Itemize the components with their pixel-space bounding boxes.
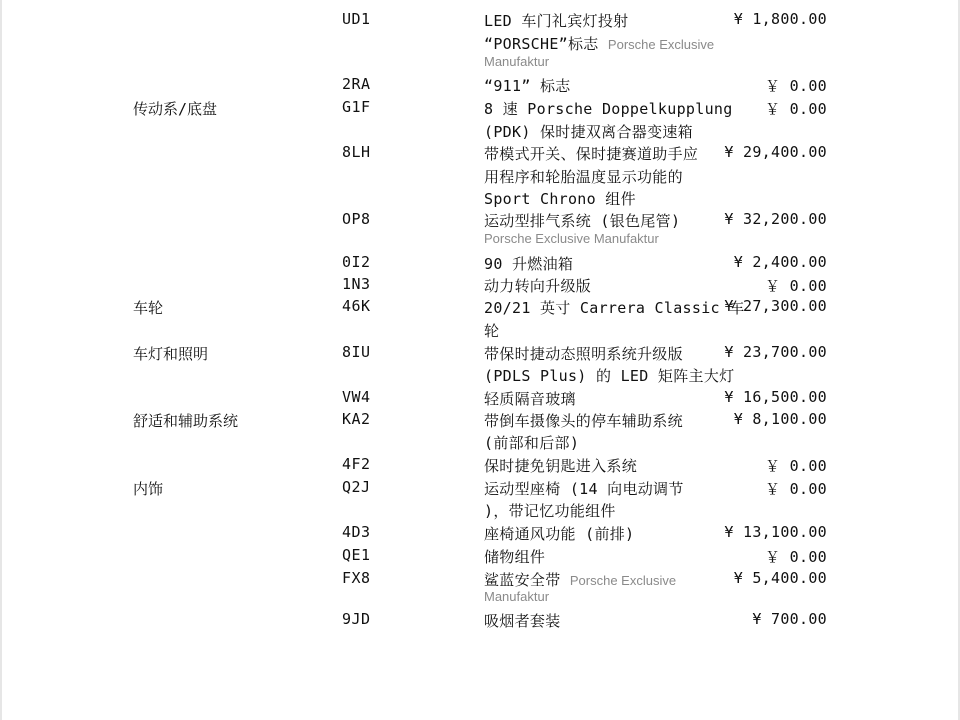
option-code: 2RA — [342, 75, 371, 93]
option-price: ￥ 0.00 — [765, 100, 827, 118]
option-row — [0, 75, 960, 97]
option-code: KA2 — [342, 410, 371, 428]
option-row — [0, 33, 960, 55]
option-row-continuation — [0, 121, 960, 143]
option-row-continuation — [0, 320, 960, 342]
option-price: ¥ 8,100.00 — [733, 410, 827, 428]
category-label: 传动系/底盘 — [133, 100, 218, 118]
exclusive-manufaktur-note: Manufaktur — [484, 54, 550, 69]
option-description-text: 鲨蓝安全带 — [484, 571, 561, 589]
option-row — [0, 98, 960, 120]
option-price: ¥ 29,400.00 — [724, 143, 827, 161]
option-description: 运动型排气系统 (银色尾管) — [484, 212, 681, 230]
option-price: ¥ 2,400.00 — [733, 253, 827, 271]
option-description — [484, 33, 714, 54]
category-label: 舒适和辅助系统 — [133, 412, 239, 430]
option-code: 0I2 — [342, 253, 371, 271]
option-description: 带保时捷动态照明系统升级版 — [484, 345, 683, 363]
option-code: 4F2 — [342, 455, 371, 473]
option-row — [0, 455, 960, 477]
option-price: ￥ 0.00 — [765, 480, 827, 498]
option-row — [0, 523, 960, 545]
option-row — [0, 143, 960, 165]
option-code: 8IU — [342, 343, 371, 361]
option-description: 带倒车摄像头的停车辅助系统 — [484, 412, 683, 430]
option-row — [0, 388, 960, 410]
option-row-continuation — [0, 188, 960, 210]
option-code: 9JD — [342, 610, 371, 628]
option-price: ¥ 23,700.00 — [724, 343, 827, 361]
option-description: 8 速 Porsche Doppelkupplung — [484, 100, 733, 118]
option-row-continuation — [0, 365, 960, 387]
option-row — [0, 275, 960, 297]
option-row-continuation — [0, 500, 960, 522]
option-row — [0, 410, 960, 432]
option-row — [0, 546, 960, 568]
option-row — [0, 10, 960, 32]
option-description: )，带记忆功能组件 — [484, 502, 616, 520]
option-price: ¥ 5,400.00 — [733, 569, 827, 587]
option-description: 储物组件 — [484, 548, 546, 566]
option-row-continuation — [0, 432, 960, 454]
option-price: ￥ 0.00 — [765, 548, 827, 566]
option-price: ¥ 32,200.00 — [724, 210, 827, 228]
option-price: ¥ 13,100.00 — [724, 523, 827, 541]
exclusive-manufaktur-note: Porsche Exclusive — [607, 37, 715, 52]
option-code: 46K — [342, 297, 371, 315]
option-description: 用程序和轮胎温度显示功能的 — [484, 168, 683, 186]
option-description: (前部和后部) — [484, 434, 580, 452]
option-description: 保时捷免钥匙进入系统 — [484, 457, 638, 475]
option-price: ￥ 0.00 — [765, 457, 827, 475]
option-description — [484, 569, 676, 590]
option-price: ￥ 0.00 — [765, 77, 827, 95]
option-price: ¥ 700.00 — [752, 610, 827, 628]
option-description: (PDLS Plus) 的 LED 矩阵主大灯 — [484, 367, 735, 385]
option-price: ￥ 0.00 — [765, 277, 827, 295]
option-row — [0, 343, 960, 365]
exclusive-manufaktur-note: Porsche Exclusive — [569, 573, 677, 588]
option-description: LED 车门礼宾灯投射 — [484, 12, 629, 30]
option-description: 带模式开关、保时捷赛道助手应 — [484, 145, 699, 163]
option-description-text: “PORSCHE”标志 — [484, 35, 599, 53]
exclusive-manufaktur-note: Manufaktur — [484, 589, 550, 604]
option-description: 轮 — [484, 322, 500, 340]
option-code: 1N3 — [342, 275, 371, 293]
option-row — [0, 569, 960, 591]
option-description: 轻质隔音玻璃 — [484, 390, 576, 408]
option-description: 运动型座椅 (14 向电动调节 — [484, 480, 684, 498]
option-code: 8LH — [342, 143, 371, 161]
option-row-continuation — [0, 166, 960, 188]
option-price: ¥ 16,500.00 — [724, 388, 827, 406]
option-description: (PDK) 保时捷双离合器变速箱 — [484, 123, 693, 141]
option-description: Sport Chrono 组件 — [484, 190, 636, 208]
option-description: 20/21 英寸 Carrera Classic 车 — [484, 299, 745, 317]
option-row — [0, 297, 960, 319]
option-code: Q2J — [342, 478, 371, 496]
category-label: 内饰 — [133, 480, 164, 498]
option-code: 4D3 — [342, 523, 371, 541]
exclusive-manufaktur-note: Porsche Exclusive Manufaktur — [484, 231, 659, 246]
option-description: 吸烟者套装 — [484, 612, 561, 630]
option-code: OP8 — [342, 210, 371, 228]
category-label: 车轮 — [133, 299, 164, 317]
option-row — [0, 210, 960, 232]
option-row — [0, 610, 960, 632]
option-code: VW4 — [342, 388, 371, 406]
option-code: G1F — [342, 98, 371, 116]
option-row — [0, 253, 960, 275]
option-price: ¥ 27,300.00 — [724, 297, 827, 315]
option-code: QE1 — [342, 546, 371, 564]
category-label: 车灯和照明 — [133, 345, 209, 363]
option-code: UD1 — [342, 10, 371, 28]
option-price: ¥ 1,800.00 — [733, 10, 827, 28]
option-description: 90 升燃油箱 — [484, 255, 574, 273]
option-description: “911” 标志 — [484, 77, 571, 95]
option-description: 动力转向升级版 — [484, 277, 592, 295]
option-description: 座椅通风功能 (前排) — [484, 525, 635, 543]
option-code: FX8 — [342, 569, 371, 587]
option-row — [0, 478, 960, 500]
